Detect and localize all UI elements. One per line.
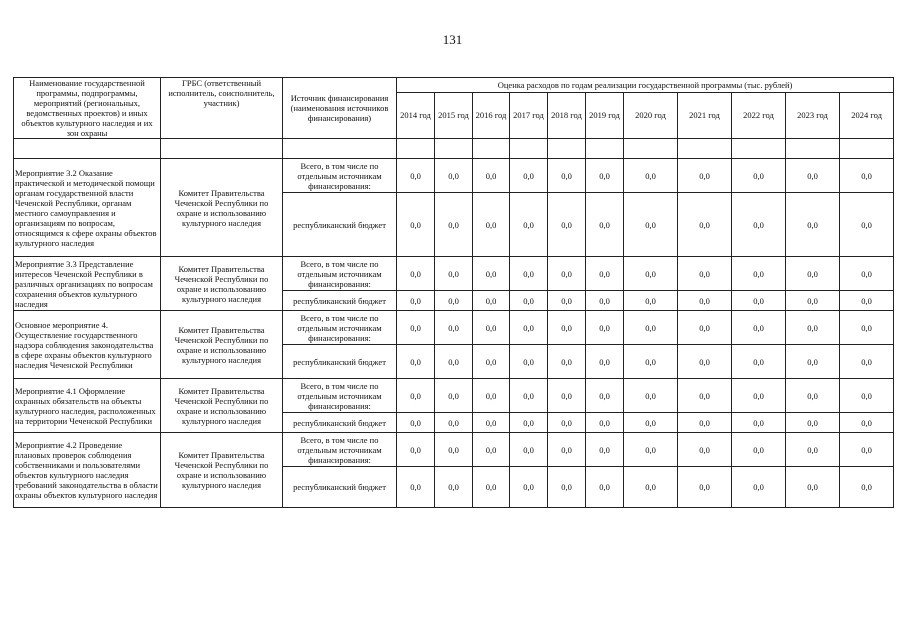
amount-cell: 0,0 [397, 433, 435, 467]
amount-cell: 0,0 [397, 345, 435, 379]
amount-cell: 0,0 [473, 257, 510, 291]
amount-cell: 0,0 [586, 433, 624, 467]
amount-cell: 0,0 [473, 159, 510, 193]
amount-cell: 0,0 [786, 379, 840, 413]
measure-name: Мероприятие 4.1 Оформление охранных обязательств на объекты культурного наследия, расположенных на территории Чеченской Республики [14, 379, 161, 433]
amount-cell: 0,0 [548, 159, 586, 193]
amount-cell: 0,0 [397, 413, 435, 433]
amount-cell: 0,0 [732, 379, 786, 413]
amount-cell: 0,0 [678, 257, 732, 291]
header-year: 2017 год [510, 92, 548, 138]
measure-name: Мероприятие 3.3 Представление интересов Чеченской Республики в различных организациях по вопросам сохранения объектов культурного наследия [14, 257, 161, 311]
amount-cell: 0,0 [732, 291, 786, 311]
measure-name: Мероприятие 4.2 Проведение плановых проверок соблюдения собственниками и пользователями объектов культурного наследия требований законодательства в области охраны объектов культурного наследия [14, 433, 161, 508]
amount-cell: 0,0 [840, 193, 894, 257]
amount-cell: 0,0 [548, 413, 586, 433]
amount-cell: 0,0 [510, 413, 548, 433]
header-source: Источник финансирования (наименования источников финансирования) [283, 78, 397, 139]
amount-cell: 0,0 [624, 311, 678, 345]
amount-cell: 0,0 [786, 345, 840, 379]
amount-cell: 0,0 [548, 433, 586, 467]
amount-cell: 0,0 [732, 311, 786, 345]
amount-cell: 0,0 [840, 159, 894, 193]
amount-cell: 0,0 [473, 291, 510, 311]
amount-cell: 0,0 [510, 193, 548, 257]
funding-source: Всего, в том числе по отдельным источникам финансирования: [283, 379, 397, 413]
amount-cell: 0,0 [678, 379, 732, 413]
amount-cell: 0,0 [548, 193, 586, 257]
amount-cell: 0,0 [840, 379, 894, 413]
header-year: 2016 год [473, 92, 510, 138]
funding-source: Всего, в том числе по отдельным источникам финансирования: [283, 311, 397, 345]
amount-cell: 0,0 [678, 345, 732, 379]
amount-cell: 0,0 [473, 311, 510, 345]
amount-cell: 0,0 [732, 257, 786, 291]
grbs-executor: Комитет Правительства Чеченской Республики по охране и использованию культурного наследия [161, 311, 283, 379]
measure-name: Мероприятие 3.2 Оказание практической и методической помощи органам государственной власти Чеченской Республики, органам местного самоуправления и организациям по вопросам, относящимся к сфере охраны объектов культурного наследия [14, 159, 161, 257]
amount-cell: 0,0 [732, 467, 786, 508]
amount-cell: 0,0 [678, 193, 732, 257]
amount-cell: 0,0 [624, 467, 678, 508]
amount-cell: 0,0 [586, 257, 624, 291]
amount-cell: 0,0 [732, 345, 786, 379]
amount-cell: 0,0 [678, 467, 732, 508]
funding-source: республиканский бюджет [283, 467, 397, 508]
amount-cell: 0,0 [732, 193, 786, 257]
table-row [14, 159, 894, 193]
amount-cell: 0,0 [840, 433, 894, 467]
header-year: 2019 год [586, 92, 624, 138]
table-row [14, 379, 894, 413]
amount-cell: 0,0 [624, 257, 678, 291]
amount-cell: 0,0 [624, 345, 678, 379]
amount-cell: 0,0 [624, 193, 678, 257]
amount-cell: 0,0 [840, 311, 894, 345]
amount-cell: 0,0 [397, 257, 435, 291]
header-year: 2023 год [786, 92, 840, 138]
header-year: 2018 год [548, 92, 586, 138]
amount-cell: 0,0 [586, 413, 624, 433]
amount-cell: 0,0 [473, 467, 510, 508]
amount-cell: 0,0 [435, 159, 473, 193]
amount-cell: 0,0 [510, 311, 548, 345]
header-year: 2015 год [435, 92, 473, 138]
amount-cell: 0,0 [840, 467, 894, 508]
amount-cell: 0,0 [397, 159, 435, 193]
amount-cell: 0,0 [840, 345, 894, 379]
amount-cell: 0,0 [473, 345, 510, 379]
funding-source: Всего, в том числе по отдельным источникам финансирования: [283, 159, 397, 193]
measure-name: Основное мероприятие 4. Осуществление государственного надзора соблюдения законодательства в сфере охраны объектов культурного наследия Чеченской Республики [14, 311, 161, 379]
amount-cell: 0,0 [510, 379, 548, 413]
header-year: 2024 год [840, 92, 894, 138]
amount-cell: 0,0 [624, 291, 678, 311]
amount-cell: 0,0 [624, 433, 678, 467]
amount-cell: 0,0 [786, 291, 840, 311]
amount-cell: 0,0 [510, 345, 548, 379]
amount-cell: 0,0 [548, 311, 586, 345]
amount-cell: 0,0 [786, 193, 840, 257]
amount-cell: 0,0 [678, 311, 732, 345]
funding-source: республиканский бюджет [283, 193, 397, 257]
amount-cell: 0,0 [435, 467, 473, 508]
amount-cell: 0,0 [786, 433, 840, 467]
amount-cell: 0,0 [548, 291, 586, 311]
funding-source: республиканский бюджет [283, 413, 397, 433]
amount-cell: 0,0 [510, 159, 548, 193]
amount-cell: 0,0 [840, 257, 894, 291]
amount-cell: 0,0 [510, 467, 548, 508]
amount-cell: 0,0 [435, 193, 473, 257]
amount-cell: 0,0 [586, 311, 624, 345]
amount-cell: 0,0 [678, 291, 732, 311]
amount-cell: 0,0 [435, 379, 473, 413]
amount-cell: 0,0 [678, 159, 732, 193]
amount-cell: 0,0 [678, 433, 732, 467]
amount-cell: 0,0 [586, 291, 624, 311]
amount-cell: 0,0 [397, 291, 435, 311]
header-year: 2014 год [397, 92, 435, 138]
amount-cell: 0,0 [586, 379, 624, 413]
amount-cell: 0,0 [624, 379, 678, 413]
amount-cell: 0,0 [397, 467, 435, 508]
amount-cell: 0,0 [435, 257, 473, 291]
amount-cell: 0,0 [586, 345, 624, 379]
amount-cell: 0,0 [510, 291, 548, 311]
funding-source: республиканский бюджет [283, 291, 397, 311]
grbs-executor: Комитет Правительства Чеченской Республики по охране и использованию культурного наследия [161, 433, 283, 508]
header-grbs: ГРБС (ответственный исполнитель, соисполнитель, участник) [161, 78, 283, 139]
amount-cell: 0,0 [786, 467, 840, 508]
amount-cell: 0,0 [786, 413, 840, 433]
amount-cell: 0,0 [397, 193, 435, 257]
table-row [14, 311, 894, 345]
page-number: 131 [442, 32, 463, 47]
amount-cell: 0,0 [678, 413, 732, 433]
amount-cell: 0,0 [397, 379, 435, 413]
amount-cell: 0,0 [786, 159, 840, 193]
header-name: Наименование государственной программы, подпрограммы, мероприятий (региональных, ведомственных проектов) и иных объектов культурного наследия и их зон охраны [14, 78, 161, 139]
amount-cell: 0,0 [473, 379, 510, 413]
amount-cell: 0,0 [548, 379, 586, 413]
table-row [14, 257, 894, 291]
amount-cell: 0,0 [732, 159, 786, 193]
amount-cell: 0,0 [586, 193, 624, 257]
expenditure-table [13, 77, 894, 508]
header-year: 2020 год [624, 92, 678, 138]
amount-cell: 0,0 [435, 311, 473, 345]
funding-source: республиканский бюджет [283, 345, 397, 379]
funding-source: Всего, в том числе по отдельным источникам финансирования: [283, 257, 397, 291]
amount-cell: 0,0 [586, 467, 624, 508]
header-estimate: Оценка расходов по годам реализации государственной программы (тыс. рублей) [397, 78, 894, 93]
funding-source: Всего, в том числе по отдельным источникам финансирования: [283, 433, 397, 467]
amount-cell: 0,0 [435, 413, 473, 433]
amount-cell: 0,0 [510, 257, 548, 291]
amount-cell: 0,0 [473, 433, 510, 467]
amount-cell: 0,0 [473, 413, 510, 433]
amount-cell: 0,0 [435, 433, 473, 467]
table-row [14, 433, 894, 467]
grbs-executor: Комитет Правительства Чеченской Республики по охране и использованию культурного наследия [161, 257, 283, 311]
amount-cell: 0,0 [397, 311, 435, 345]
amount-cell: 0,0 [548, 345, 586, 379]
amount-cell: 0,0 [548, 257, 586, 291]
amount-cell: 0,0 [624, 159, 678, 193]
header-year: 2022 год [732, 92, 786, 138]
amount-cell: 0,0 [435, 345, 473, 379]
grbs-executor: Комитет Правительства Чеченской Республики по охране и использованию культурного наследия [161, 379, 283, 433]
amount-cell: 0,0 [732, 413, 786, 433]
amount-cell: 0,0 [586, 159, 624, 193]
amount-cell: 0,0 [786, 311, 840, 345]
amount-cell: 0,0 [786, 257, 840, 291]
amount-cell: 0,0 [510, 433, 548, 467]
grbs-executor: Комитет Правительства Чеченской Республики по охране и использованию культурного наследия [161, 159, 283, 257]
amount-cell: 0,0 [840, 291, 894, 311]
amount-cell: 0,0 [840, 413, 894, 433]
amount-cell: 0,0 [548, 467, 586, 508]
amount-cell: 0,0 [435, 291, 473, 311]
amount-cell: 0,0 [473, 193, 510, 257]
header-year: 2021 год [678, 92, 732, 138]
amount-cell: 0,0 [624, 413, 678, 433]
amount-cell: 0,0 [732, 433, 786, 467]
